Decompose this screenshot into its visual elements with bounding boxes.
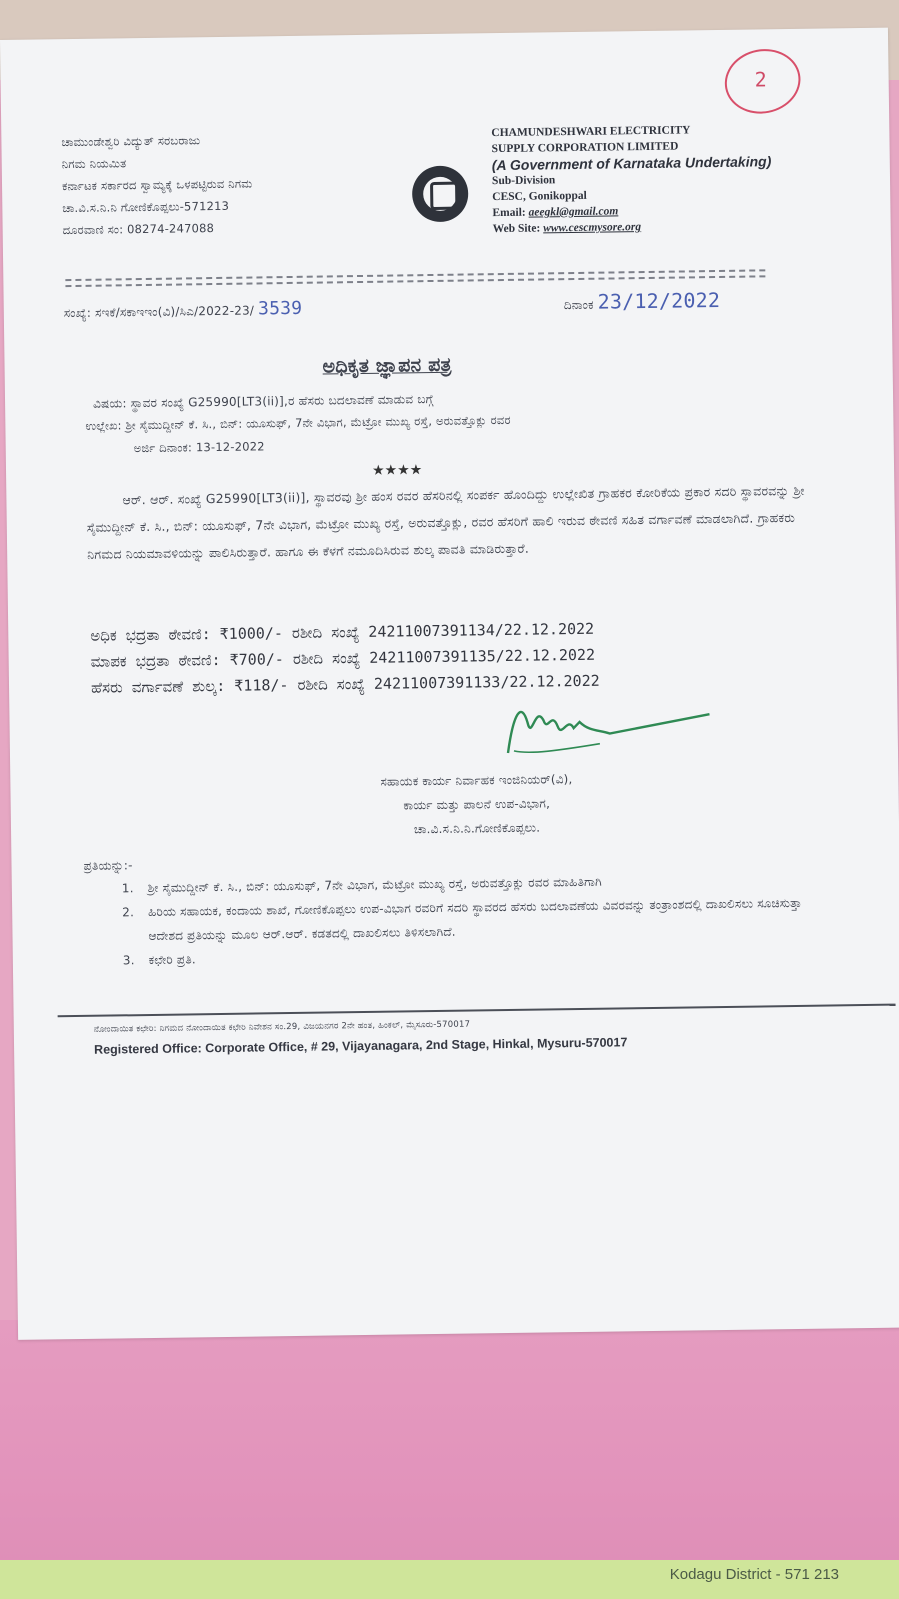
sub-division: Sub-Division [491, 174, 556, 188]
letter-page [0, 28, 899, 1340]
website-label: Web Site: [492, 222, 541, 236]
reference-line: ಉಲ್ಲೇಖ: ಶ್ರೀ ಸೈಮುದ್ದೀನ್ ಕೆ. ಸಿ., ಬಿನ್: ಯೂಸುಫ್, 7ನೇ ವಿಭಾಗ, ಮೆಟ್ರೋ ಮುಖ್ಯ ರಸ್ತೆ, ಅರುವತ್ತೊಕ್ಲು ರವರ [85, 412, 511, 433]
application-date: ಅರ್ಜಿ ದಿನಾಂಕ: 13-12-2022 [133, 439, 265, 456]
company-name-line2: SUPPLY CORPORATION LIMITED [491, 140, 679, 156]
page-title: ಅಧಿಕೃತ ಜ್ಞಾಪನ ಪತ್ರ [322, 353, 452, 378]
copies-list [122, 867, 823, 973]
footer-registered-office: Registered Office: Corporate Office, # 29, Vijayanagara, 2nd Stage, Hinkal, Mysuru-570017 [94, 1035, 628, 1057]
reference-number-handwritten: 3539 [257, 297, 303, 320]
footer-divider [58, 1004, 896, 1018]
page-number: 2 [754, 67, 767, 92]
signatory-block [380, 767, 573, 842]
signatory-subdivision: ಕಾರ್ಯ ಮತ್ತು ಪಾಲನೆ ಉಪ-ವಿಭಾಗ, [403, 796, 551, 813]
header-left-line: ನಿಗಮ ನಿಯಮಿತ [61, 156, 127, 172]
header-left-line: ದೂರವಾಣಿ ಸಂ: 08274-247088 [62, 221, 215, 238]
copy-number: 2. [122, 905, 135, 920]
signature-icon [499, 690, 720, 763]
header-left-line: ಚಾ.ವಿ.ಸ.ನಿ.ನಿ ಗೋಣಿಕೊಪ್ಪಲು-571213 [62, 198, 230, 216]
fee-additional-deposit: ಅಧಿಕ ಭದ್ರತಾ ಠೇವಣಿ: ₹1000/- ರಶೀದಿ ಸಂಖ್ಯೆ 24211007391134/22.12.2022 [90, 619, 595, 645]
copy-text: ಶ್ರೀ ಸೈಮುದ್ದೀನ್ ಕೆ. ಸಿ., ಬಿನ್: ಯೂಸುಫ್, 7ನೇ ವಿಭಾಗ, ಮೆಟ್ರೋ ಮುಖ್ಯ ರಸ್ತೆ, ಅರುವತ್ತೊಕ್ಲು ರವರ ಮಾಹಿತಿಗಾಗಿ [147, 874, 602, 896]
subject-line: ವಿಷಯ: ಸ್ಥಾವರ ಸಂಖ್ಯೆ G25990[LT3(ii)],ರ ಹೆಸರು ಬದಲಾವಣೆ ಮಾಡುವ ಬಗ್ಗೆ [92, 391, 434, 411]
reference-number-printed: ಸಂಖ್ಯೆ: ಸಇಕೆ/ಸಕಾಇಇಂ(ವಿ)/ಸಿಎ/2022-23/ [63, 303, 255, 321]
header-left-kannada [61, 128, 253, 241]
copy-text: ಕಛೇರಿ ಪ್ರತಿ. [148, 952, 196, 968]
header-left-line: ಚಾಮುಂಡೇಶ್ವರಿ ವಿದ್ಯುತ್ ಸರಬರಾಜು [61, 133, 201, 150]
website-link[interactable]: www.cescmysore.org [543, 221, 642, 235]
reference-number [64, 298, 303, 322]
header-right-english [491, 121, 772, 237]
header-left-line: ಕರ್ನಾಟಕ ಸರ್ಕಾರದ ಸ್ವಾಮ್ಯಕ್ಕೆ ಒಳಪಟ್ಟಿರುವ ನಿಗಮ [61, 176, 253, 194]
fee-list [90, 616, 600, 701]
copies-label: ಪ್ರತಿಯನ್ನು:- [83, 858, 133, 873]
letter-date [564, 288, 721, 314]
email-label: Email: [492, 206, 526, 220]
date-handwritten: 23/12/2022 [597, 287, 721, 314]
date-label: ದಿನಾಂಕ [563, 297, 594, 313]
signatory-designation: ಸಹಾಯಕ ಕಾರ್ಯ ನಿರ್ವಾಹಕ ಇಂಜಿನಿಯರ್(ವಿ), [380, 772, 573, 789]
background-pink-folder [0, 1320, 899, 1599]
cesc-logo-icon [412, 165, 469, 222]
fee-meter-deposit: ಮಾಪಕ ಭದ್ರತಾ ಠೇವಣಿ: ₹700/- ರಶೀದಿ ಸಂಖ್ಯೆ 24211007391135/22.12.2022 [90, 645, 596, 671]
email-link[interactable]: aeegkl@gmail.com [528, 205, 619, 219]
separator-stars: ★★★★ [371, 462, 423, 479]
list-item [122, 891, 823, 949]
copy-number: 1. [121, 881, 134, 896]
copy-number: 3. [122, 953, 135, 968]
signatory-office: ಚಾ.ವಿ.ಸ.ನಿ.ನಿ.ಗೋಣಿಕೊಪ್ಪಲು. [413, 820, 541, 837]
company-name-line1: CHAMUNDESHWARI ELECTRICITY [491, 124, 691, 140]
government-undertaking: (A Government of Karnataka Undertaking) [491, 153, 772, 174]
office-name: CESC, Gonikoppal [492, 189, 587, 204]
bottom-strip-text: Kodagu District - 571 213 [669, 1566, 839, 1583]
body-paragraph: ಆರ್. ಆರ್. ಸಂಖ್ಯೆ G25990[LT3(ii)], ಸ್ಥಾವರವು ಶ್ರೀ ಹಂಸ ರವರ ಹೆಸರಿನಲ್ಲಿ ಸಂಪರ್ಕ ಹೊಂದಿದ್ದು ಉಲ್ಲೇಖಿತ ಗ್ರಾಹಕರ ಕೋರಿಕೆಯ ಪ್ರಕಾರ ಸದರಿ ಸ್ಥಾವರವನ್ನು ಶ್ರೀ ಸೈಮುದ್ದೀನ್ ಕೆ. ಸಿ., ಬಿನ್: ಯೂಸುಫ್, 7ನೇ ವಿಭಾಗ, ಮೆಟ್ರೋ ಮುಖ್ಯ ರಸ್ತೆ, ಅರುವತ್ತೊಕ್ಲು, ರವರ ಹೆಸರಿಗೆ ಹಾಲಿ ಇರುವ ಠೇವಣಿ ಸಹಿತ ವರ್ಗಾವಣೆ ಮಾಡಲಾಗಿದೆ. ಗ್ರಾಹಕರು ನಿಗಮದ ನಿಯಮಾವಳಿಯನ್ನು ಪಾಲಿಸಿರುತ್ತಾರೆ. ಹಾಗೂ ಈ ಕೆಳಗೆ ನಮೂದಿಸಿರುವ ಶುಲ್ಕ ಪಾವತಿ ಮಾಡಿರುತ್ತಾರೆ. [86, 482, 805, 562]
footer-kannada: ನೋಂದಾಯಿತ ಕಛೇರಿ: ನಿಗಮದ ನೋಂದಾಯಿತ ಕಛೇರಿ ನಿವೇಶನ ಸಂ.29, ವಿಜಯನಗರ 2ನೇ ಹಂತ, ಹಿಂಕಲ್, ಮೈಸೂರು-570017 [93, 1019, 471, 1035]
fee-name-transfer: ಹೆಸರು ವರ್ಗಾವಣೆ ಶುಲ್ಕ: ₹118/- ರಶೀದಿ ಸಂಖ್ಯೆ 24211007391133/22.12.2022 [90, 671, 600, 697]
copy-text: ಹಿರಿಯ ಸಹಾಯಕ, ಕಂದಾಯ ಶಾಖೆ, ಗೋಣಿಕೊಪ್ಪಲು ಉಪ-ವಿಭಾಗ ರವರಿಗೆ ಸದರಿ ಸ್ಥಾವರದ ಹೆಸರು ಬದಲಾವಣೆಯ ವಿವರವನ್ನು ತಂತ್ರಾಂಶದಲ್ಲಿ ದಾಖಲಿಸಲು ಸೂಚಿಸುತ್ತಾ ಆದೇಶದ ಪ್ರತಿಯನ್ನು ಮೂಲ ಆರ್.ಆರ್. ಕಡತದಲ್ಲಿ ದಾಖಲಿಸಲು ತಿಳಿಸಲಾಗಿದೆ. [147, 895, 802, 944]
